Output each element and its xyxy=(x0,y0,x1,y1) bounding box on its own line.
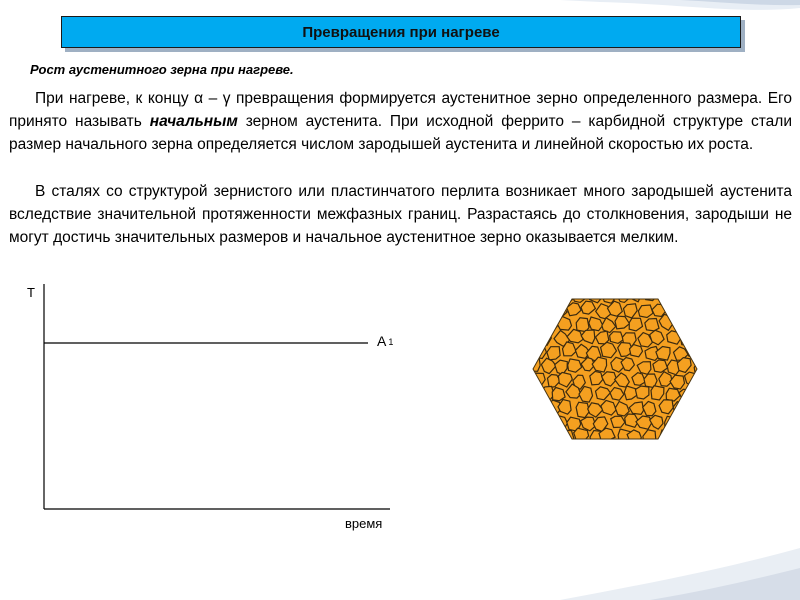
grain-cell xyxy=(527,304,541,318)
grain-cell xyxy=(525,290,532,303)
grain-cell xyxy=(547,430,561,444)
y-axis-label: Т xyxy=(27,285,35,300)
grain-cell xyxy=(692,306,705,319)
grain-cell xyxy=(686,317,699,329)
grain-cell xyxy=(546,290,559,304)
austenite-grain-hexagon xyxy=(525,290,705,450)
grain-cell xyxy=(547,347,560,360)
grain-boundaries xyxy=(525,290,705,445)
a1-label-main: А xyxy=(377,333,387,349)
grain-cell xyxy=(685,290,700,305)
grain-cell xyxy=(531,290,545,302)
paragraph-1-text-b: зерном аустенита. При исходной феррито – карбидной структуре стали размер начального зерна определяется числом зародышей аустенита и линейной скоростью их роста. xyxy=(9,113,793,153)
paragraph-2: В сталях со структурой зернистого или пластинчатого перлита возникает много зародышей аустенита вследствие значительной протяженности межфазных границ. Разрастаясь до столкновения, зародыши не могут достичь значительных размеров и начальное аустенитное зерно оказывается мелким. xyxy=(9,183,792,246)
paragraph-1 xyxy=(9,87,792,156)
grain-cell xyxy=(693,332,705,344)
grain-cell xyxy=(525,332,538,345)
grain-cell xyxy=(533,317,547,331)
grain-cell xyxy=(693,388,706,401)
grain-cell xyxy=(665,416,678,428)
grain-cell xyxy=(561,430,574,444)
grain-cell xyxy=(685,402,699,415)
grain-cell xyxy=(525,345,531,358)
grain-cell xyxy=(684,429,700,444)
grain-cell xyxy=(525,430,532,444)
grain-cell xyxy=(601,400,616,415)
grain-cell xyxy=(673,430,687,445)
grain-cell xyxy=(635,386,649,399)
a1-label xyxy=(377,333,393,349)
slide-subtitle: Рост аустенитного зерна при нагреве. xyxy=(30,62,294,77)
grain-cell xyxy=(667,331,681,344)
grain-cell xyxy=(680,332,694,345)
grain-cell xyxy=(539,416,553,429)
grain-cell xyxy=(645,319,659,331)
grain-cell xyxy=(693,418,705,430)
grain-cell xyxy=(679,389,693,402)
a1-label-sub: 1 xyxy=(388,337,394,347)
grain-cell xyxy=(525,416,539,429)
grain-cell xyxy=(665,301,679,314)
grain-cell xyxy=(576,318,589,332)
paragraph-1-bold-term: начальным xyxy=(149,113,238,130)
grain-cell xyxy=(533,401,546,414)
grain-cell xyxy=(540,302,553,315)
grain-cell xyxy=(552,388,565,401)
grain-cell xyxy=(630,345,643,357)
grain-cell xyxy=(525,403,531,416)
x-axis-label: время xyxy=(345,516,383,531)
grain-cell xyxy=(674,318,687,332)
grain-cell xyxy=(525,386,537,401)
grain-cell xyxy=(525,375,531,388)
paragraph-1-text-a: При нагреве, к концу α – γ превращения формируется аустенитное зерно определенного размера. Его принято называть xyxy=(9,90,792,130)
grain-cell xyxy=(669,290,684,304)
grain-cell xyxy=(610,332,624,344)
grain-cell xyxy=(534,430,549,443)
ribbon-decoration-bottom xyxy=(560,530,800,600)
grain-cell xyxy=(678,416,691,429)
temperature-time-graph xyxy=(0,270,420,530)
grain-cell xyxy=(525,319,532,331)
grain-cell xyxy=(678,302,693,316)
slide-title: Превращения при нагреве xyxy=(61,16,741,48)
